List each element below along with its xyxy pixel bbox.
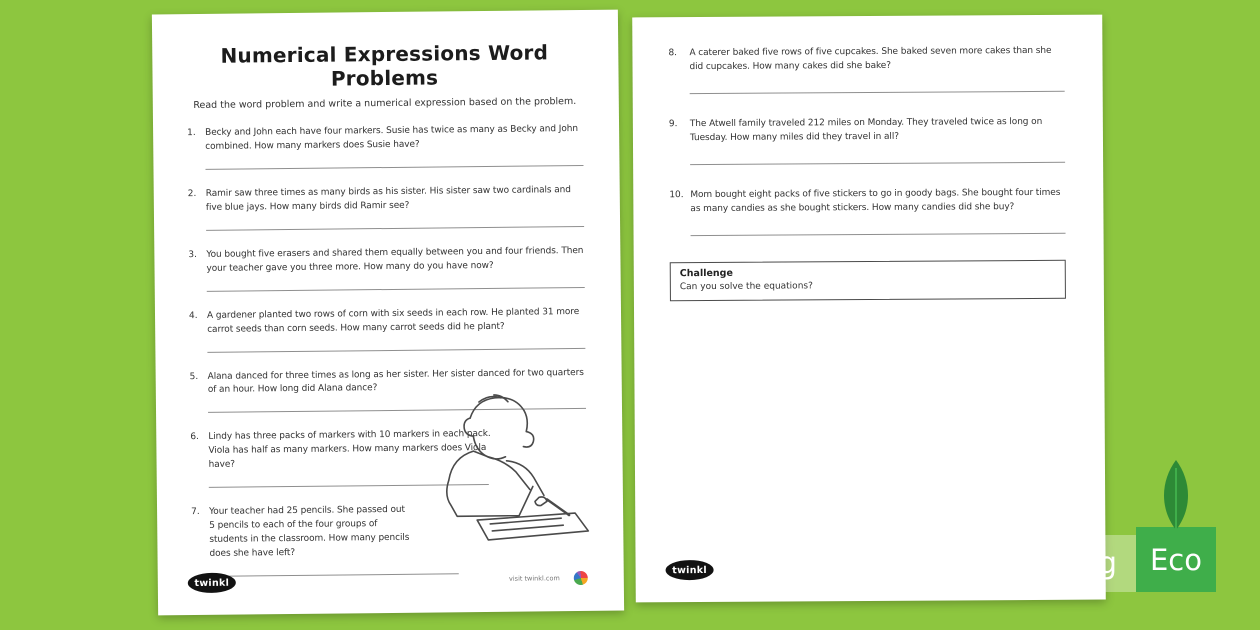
eco-badge <box>1136 527 1216 592</box>
child-writing-illustration <box>418 385 608 545</box>
problem-text: A caterer baked five rows of five cupcakes. She baked seven more cakes than she did cupcakes. How many cakes did she bake? <box>689 45 1052 73</box>
problem-list-right <box>668 45 1065 260</box>
eco-banner <box>946 527 1216 592</box>
problem-number: 8. <box>668 48 678 59</box>
problem-number: 10. <box>669 189 684 200</box>
page-footer-right <box>509 571 588 586</box>
problem-text: Ramir saw three times as many birds as his sister. His sister saw two cardinals and five blue jays. How many birds did Ramir see? <box>205 184 571 213</box>
visit-twinkl-text: visit twinkl.com <box>508 574 560 583</box>
problem-text: A gardener planted two rows of corn with six seeds in each row. He planted 31 more carrot seeds than corn seeds. How many carrot seeds did he plant? <box>206 306 580 335</box>
answer-line <box>206 226 584 231</box>
answer-line <box>691 232 1066 235</box>
word-problem-4 <box>189 306 586 371</box>
answer-line <box>210 573 459 577</box>
answer-line <box>690 162 1065 165</box>
word-problem-3 <box>188 245 585 310</box>
worksheet-subtitle: Read the word problem and write a numerical expression based on the problem. <box>193 96 577 112</box>
answer-line <box>207 347 585 352</box>
answer-line <box>205 165 583 170</box>
ink-saving-band <box>946 535 1136 592</box>
worksheet-page-1 <box>152 10 624 616</box>
problem-number: 2. <box>187 188 197 199</box>
challenge-title: Challenge <box>679 267 733 279</box>
problem-text: Becky and John each have four markers. Susie has twice as many as Becky and John combined. How many markers does Susie have? <box>205 124 579 152</box>
problem-text: Alana danced for three times as long as her sister. Her sister danced for two quarters of an hour. How long did Alana dance? <box>207 367 584 396</box>
problem-number: 3. <box>188 249 198 260</box>
challenge-box <box>670 259 1066 300</box>
word-problem-9 <box>669 116 1065 189</box>
worksheet-page-2 <box>632 15 1106 603</box>
problem-text: Lindy has three packs of markers with 10 markers in each pack. Viola has half as many markers. How many markers does Viola have? <box>208 429 491 471</box>
problem-number: 5. <box>189 371 199 382</box>
leaf-icon <box>1153 458 1199 534</box>
problem-text: You bought five erasers and shared them equally between you and four friends. Then your teacher gave you three more. How many do you have now? <box>206 245 584 274</box>
word-problem-8 <box>668 45 1064 118</box>
twinkl-mini-logo-icon <box>574 571 588 585</box>
problem-number: 9. <box>668 119 678 130</box>
ink-saving-label: ink saving <box>964 546 1117 581</box>
worksheet-title: Numerical Expressions Word Problems <box>220 40 549 91</box>
problem-number: 1. <box>187 128 196 139</box>
problem-text: The Atwell family traveled 212 miles on Monday. They traveled twice as long on Tuesday. How many miles did they travel in all? <box>689 116 1043 143</box>
eco-badge-label: Eco <box>1149 542 1202 577</box>
word-problem-1 <box>187 123 584 188</box>
answer-line <box>207 287 585 292</box>
problem-number: 6. <box>190 432 199 443</box>
problem-text: Your teacher had 25 pencils. She passed out 5 pencils to each of the four groups of students in the classroom. How many pencils does she have left? <box>209 505 410 559</box>
word-problem-2 <box>188 184 585 249</box>
problem-text: Mom bought eight packs of five stickers to go in goody bags. She bought four times as many candies as she bought stickers. How many candies did she buy? <box>690 187 1061 214</box>
answer-line <box>690 91 1065 94</box>
twinkl-logo: twinkl <box>188 573 236 594</box>
problem-number: 7. <box>191 507 200 518</box>
problem-number: 4. <box>188 310 198 321</box>
twinkl-logo: twinkl <box>666 560 714 580</box>
word-problem-10 <box>669 187 1065 260</box>
challenge-text: Can you solve the equations? <box>679 280 813 292</box>
